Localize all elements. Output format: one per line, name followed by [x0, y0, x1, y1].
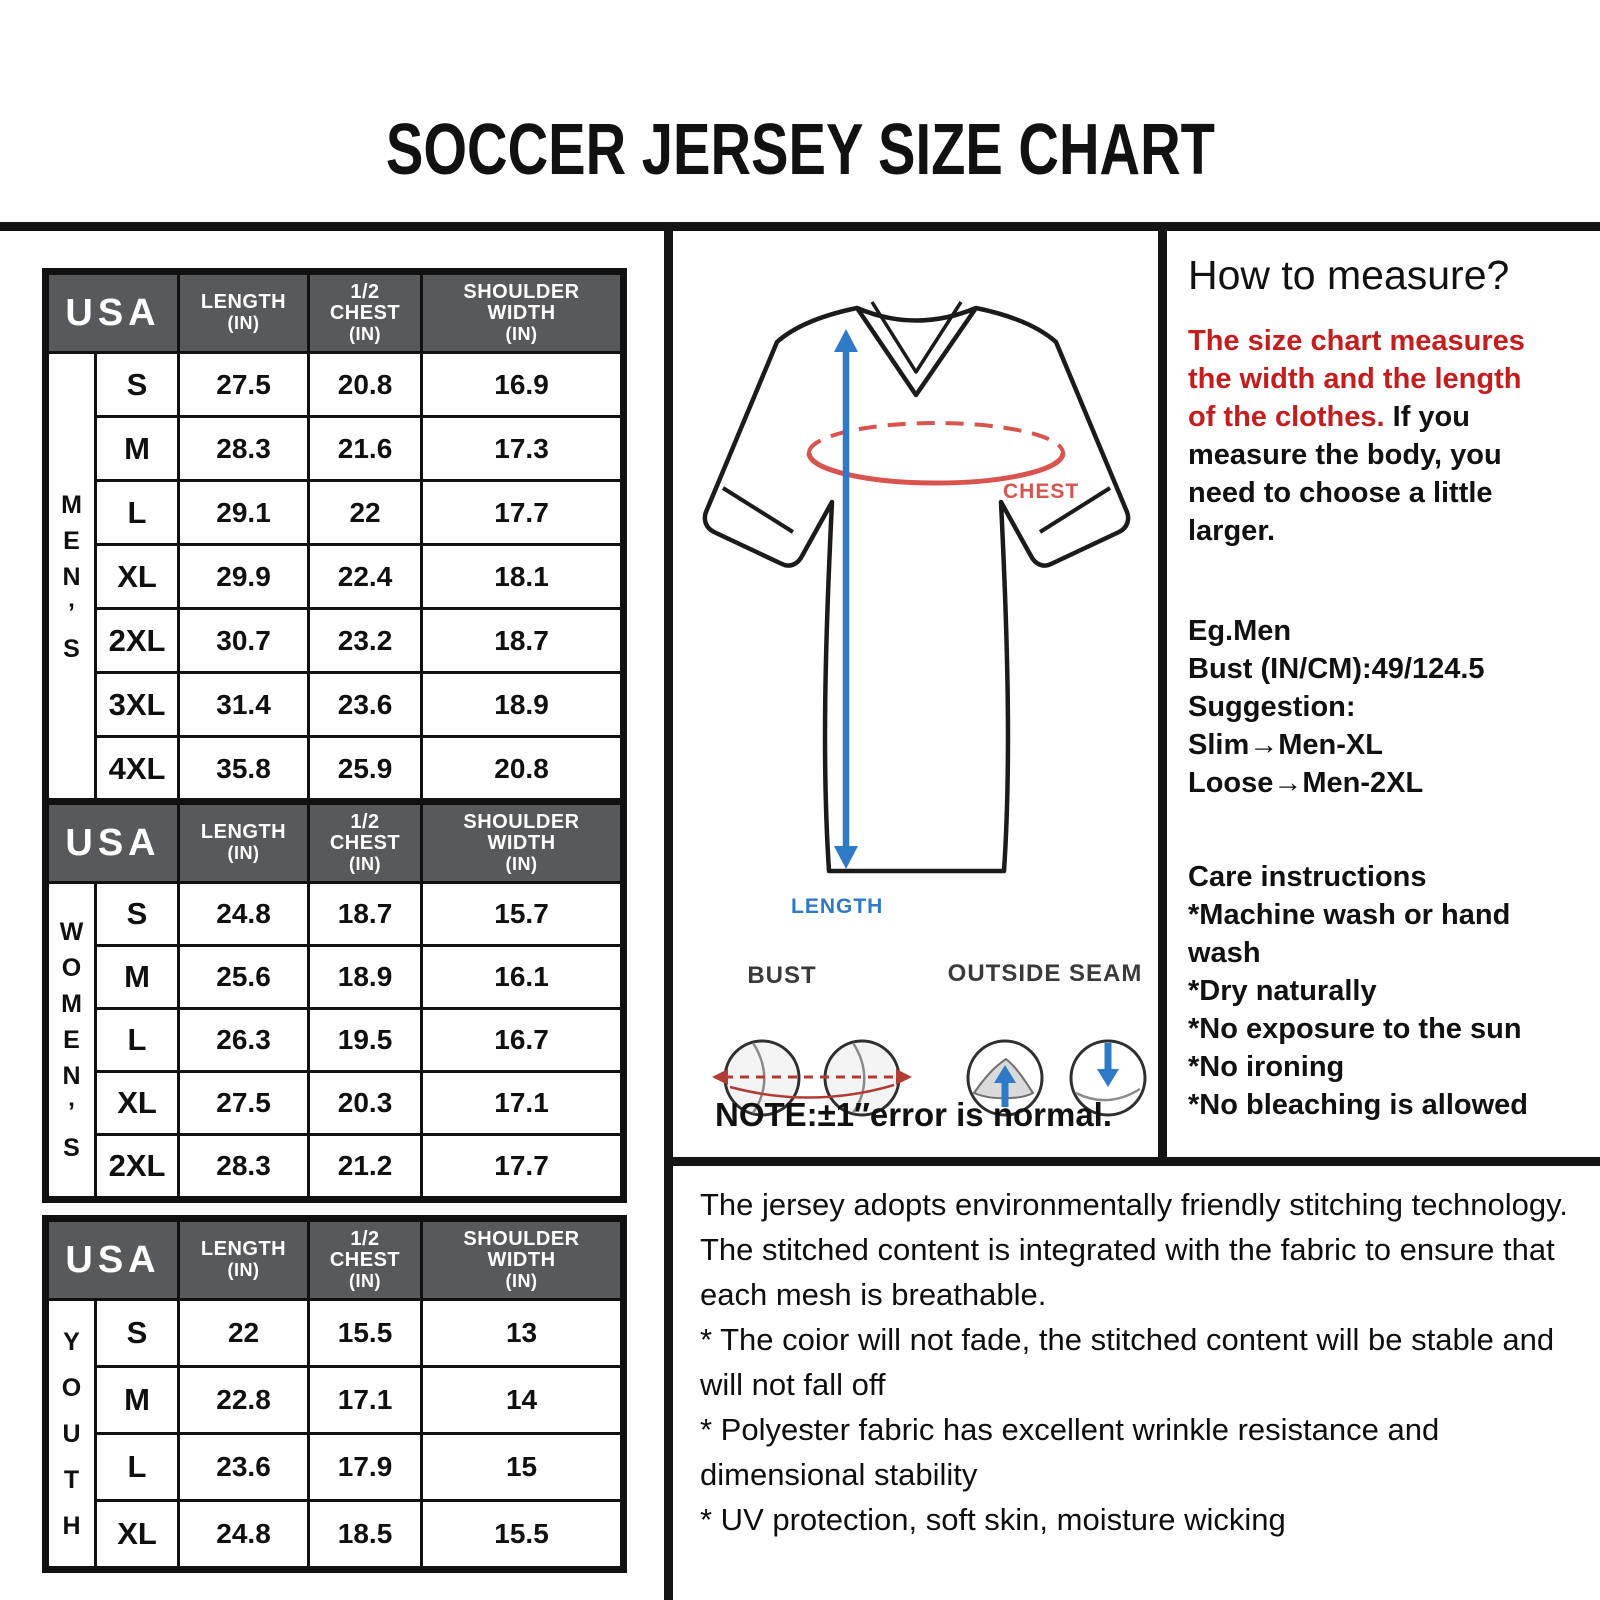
value-cell: 16.9 — [422, 353, 624, 417]
chest-label: CHEST — [1003, 480, 1080, 503]
table-row — [46, 1009, 624, 1072]
value-cell: 25.9 — [309, 737, 422, 803]
table-row — [46, 883, 624, 946]
value-cell: 28.3 — [179, 1135, 309, 1200]
value-cell: 22.8 — [179, 1367, 309, 1434]
value-cell: 29.9 — [179, 545, 309, 609]
size-cell: S — [96, 353, 179, 417]
bust-arrowhead-right — [896, 1069, 912, 1085]
value-cell: 24.8 — [179, 1501, 309, 1570]
header-line: 1/2 — [350, 810, 380, 833]
value-cell: 20.3 — [309, 1072, 422, 1135]
table-row — [46, 737, 624, 803]
table-row — [46, 1072, 624, 1135]
table-row — [46, 1367, 624, 1434]
value-cell: 16.1 — [422, 946, 624, 1009]
usa-header: USA — [46, 802, 179, 883]
header-row — [46, 1219, 624, 1300]
example-line: Loose→Men-2XL — [1188, 767, 1424, 799]
value-cell: 22 — [309, 481, 422, 545]
size-cell: M — [96, 1367, 179, 1434]
half-chest-header — [309, 802, 422, 883]
value-cell: 17.1 — [309, 1367, 422, 1434]
group-label: Y O U T H — [46, 1300, 96, 1570]
product-description — [700, 1182, 1580, 1542]
care-item: *No ironing — [1188, 1051, 1345, 1083]
size-cell: L — [96, 1434, 179, 1501]
header-line: 1/2 — [350, 1227, 380, 1250]
description-bullet: * Polyester fabric has excellent wrinkle resistance and dimensional stability — [700, 1412, 1440, 1492]
header-line: SHOULDER — [463, 280, 580, 303]
value-cell: 15 — [422, 1434, 624, 1501]
table-row — [46, 1135, 624, 1200]
size-cell: 2XL — [96, 1135, 179, 1200]
size-cell: XL — [96, 1501, 179, 1570]
length-label: LENGTH — [791, 895, 884, 918]
header-line: (IN) — [227, 313, 260, 333]
value-cell: 25.6 — [179, 946, 309, 1009]
length-header — [179, 1219, 309, 1300]
half-chest-header — [309, 1219, 422, 1300]
value-cell: 35.8 — [179, 737, 309, 803]
header-line: LENGTH — [200, 1238, 287, 1260]
header-line: WIDTH — [487, 301, 556, 324]
outside-seam-label: OUTSIDE SEAM — [947, 960, 1143, 987]
value-cell: 30.7 — [179, 609, 309, 673]
example-line: Suggestion: — [1188, 691, 1356, 723]
length-header — [179, 272, 309, 353]
shoulder-width-header — [422, 802, 624, 883]
measure-note-red-text: The size chart measures the width and the length of the clothes. — [1188, 325, 1525, 433]
usa-header: USA — [46, 1219, 179, 1300]
shoulder-width-header — [422, 1219, 624, 1300]
size-cell: L — [96, 481, 179, 545]
care-heading: Care instructions — [1188, 861, 1427, 893]
value-cell: 21.6 — [309, 417, 422, 481]
group-label: W O M E N ’ S — [46, 883, 96, 1200]
header-line: (IN) — [227, 843, 260, 863]
header-row — [46, 802, 624, 883]
value-cell: 27.5 — [179, 1072, 309, 1135]
youth-size-table — [42, 1215, 627, 1573]
table-row — [46, 1501, 624, 1570]
care-item: *No bleaching is allowed — [1188, 1089, 1529, 1121]
header-line: (IN) — [227, 1260, 260, 1280]
header-line: (IN) — [349, 323, 382, 344]
example-line: Eg.Men — [1188, 615, 1292, 647]
value-cell: 21.2 — [309, 1135, 422, 1200]
header-line: CHEST — [329, 301, 401, 324]
divider-middle — [664, 1157, 1600, 1166]
description-bullet: * The coior will not fade, the stitched content will be stable and will not fall off — [700, 1322, 1555, 1402]
care-item: *Machine wash or hand wash — [1188, 899, 1511, 969]
table-row — [46, 1434, 624, 1501]
care-item: *Dry naturally — [1188, 975, 1377, 1007]
value-cell: 15.5 — [309, 1300, 422, 1367]
value-cell: 18.9 — [309, 946, 422, 1009]
value-cell: 17.1 — [422, 1072, 624, 1135]
value-cell: 18.7 — [422, 609, 624, 673]
value-cell: 14 — [422, 1367, 624, 1434]
tolerance-note: NOTE:±1″error is normal. — [715, 1096, 1113, 1133]
value-cell: 16.7 — [422, 1009, 624, 1072]
header-row — [46, 272, 624, 353]
description-intro: The jersey adopts environmentally friendly stitching technology. The stitched content is integrated with the fabric to ensure that each mesh is breathable. — [700, 1187, 1568, 1312]
table-row — [46, 946, 624, 1009]
shoulder-width-header — [422, 272, 624, 353]
half-chest-header — [309, 272, 422, 353]
size-cell: M — [96, 417, 179, 481]
header-line: LENGTH — [200, 291, 287, 313]
table-row — [46, 1300, 624, 1367]
size-cell: XL — [96, 545, 179, 609]
divider-vertical-right — [1158, 231, 1167, 1157]
header-line: CHEST — [329, 1248, 401, 1271]
header-line: (IN) — [505, 323, 538, 344]
value-cell: 22 — [179, 1300, 309, 1367]
table-row — [46, 353, 624, 417]
header-line: (IN) — [505, 853, 538, 874]
value-cell: 23.2 — [309, 609, 422, 673]
page-title-text: SOCCER JERSEY SIZE CHART — [385, 110, 1215, 190]
value-cell: 18.5 — [309, 1501, 422, 1570]
value-cell: 27.5 — [179, 353, 309, 417]
value-cell: 17.3 — [422, 417, 624, 481]
page-title — [0, 112, 1600, 188]
divider-vertical-left — [664, 231, 673, 1600]
header-line: (IN) — [349, 1270, 382, 1291]
header-line: SHOULDER — [463, 1227, 580, 1250]
womens-size-table — [42, 798, 627, 1203]
value-cell: 17.7 — [422, 1135, 624, 1200]
value-cell: 15.7 — [422, 883, 624, 946]
header-line: CHEST — [329, 831, 401, 854]
value-cell: 29.1 — [179, 481, 309, 545]
how-to-measure-heading: How to measure? — [1188, 252, 1510, 298]
size-cell: L — [96, 1009, 179, 1072]
value-cell: 28.3 — [179, 417, 309, 481]
size-cell: 3XL — [96, 673, 179, 737]
group-label: M E N ’ S — [46, 353, 96, 803]
header-line: WIDTH — [487, 831, 556, 854]
table-row — [46, 481, 624, 545]
value-cell: 18.1 — [422, 545, 624, 609]
size-cell: 2XL — [96, 609, 179, 673]
measure-note-paragraph — [1188, 322, 1552, 550]
divider-top — [0, 222, 1600, 231]
header-line: (IN) — [349, 853, 382, 874]
value-cell: 20.8 — [422, 737, 624, 803]
value-cell: 17.7 — [422, 481, 624, 545]
description-bullet: * UV protection, soft skin, moisture wicking — [700, 1502, 1286, 1537]
value-cell: 23.6 — [179, 1434, 309, 1501]
care-instructions — [1188, 858, 1540, 1124]
bust-arrowhead-left — [712, 1069, 728, 1085]
table-row — [46, 609, 624, 673]
header-line: (IN) — [505, 1270, 538, 1291]
table-row — [46, 673, 624, 737]
length-header — [179, 802, 309, 883]
size-cell: S — [96, 1300, 179, 1367]
value-cell: 20.8 — [309, 353, 422, 417]
value-cell: 24.8 — [179, 883, 309, 946]
value-cell: 17.9 — [309, 1434, 422, 1501]
measure-note-black-text: If you measure the body, you need to choose a little larger. — [1188, 401, 1502, 547]
value-cell: 18.7 — [309, 883, 422, 946]
bust-label: BUST — [747, 962, 817, 989]
value-cell: 13 — [422, 1300, 624, 1367]
size-cell: 4XL — [96, 737, 179, 803]
table-row — [46, 417, 624, 481]
example-line: Slim→Men-XL — [1188, 729, 1383, 761]
jersey-diagram — [673, 245, 1158, 935]
value-cell: 26.3 — [179, 1009, 309, 1072]
example-line: Bust (IN/CM):49/124.5 — [1188, 653, 1485, 685]
value-cell: 19.5 — [309, 1009, 422, 1072]
header-line: WIDTH — [487, 1248, 556, 1271]
care-item: *No exposure to the sun — [1188, 1013, 1522, 1045]
value-cell: 23.6 — [309, 673, 422, 737]
size-cell: S — [96, 883, 179, 946]
usa-header: USA — [46, 272, 179, 353]
header-line: 1/2 — [350, 280, 380, 303]
size-cell: XL — [96, 1072, 179, 1135]
value-cell: 31.4 — [179, 673, 309, 737]
value-cell: 22.4 — [309, 545, 422, 609]
value-cell: 15.5 — [422, 1501, 624, 1570]
size-cell: M — [96, 946, 179, 1009]
table-row — [46, 545, 624, 609]
header-line: SHOULDER — [463, 810, 580, 833]
mens-size-table — [42, 268, 627, 806]
sizing-example — [1188, 612, 1485, 802]
value-cell: 18.9 — [422, 673, 624, 737]
down-arrow — [1105, 1043, 1112, 1071]
header-line: LENGTH — [200, 821, 287, 843]
